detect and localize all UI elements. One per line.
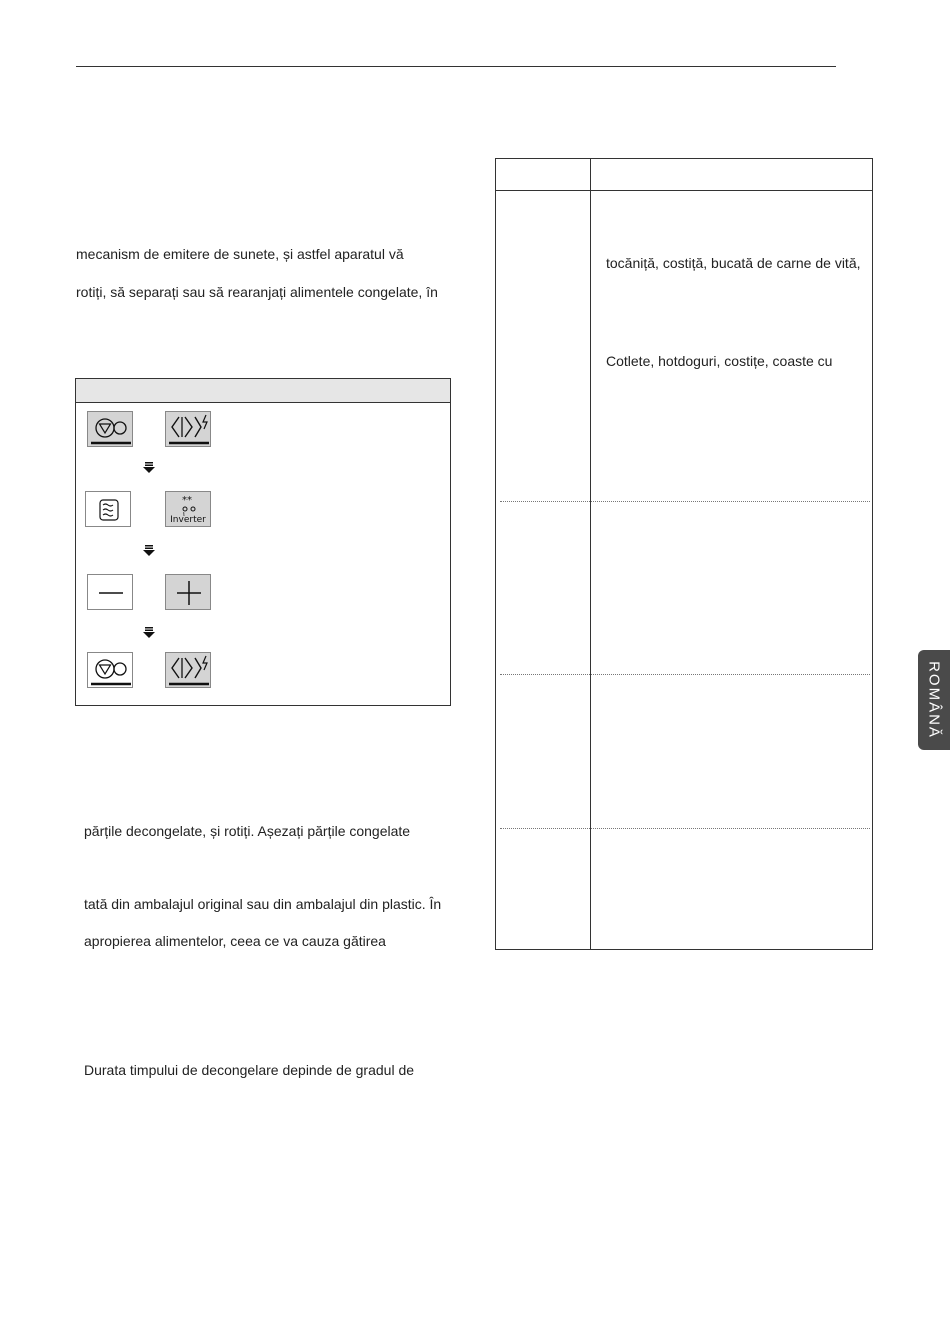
table-row-divider xyxy=(500,828,870,829)
stop-clear-button xyxy=(87,652,133,688)
table-column-divider xyxy=(590,159,591,949)
svg-text:**: ** xyxy=(182,495,192,506)
table-header-rule xyxy=(496,190,872,191)
paragraph-line: tată din ambalajul original sau din ambalajul din plastic. În xyxy=(84,896,442,912)
down-arrow-icon xyxy=(143,545,155,557)
microwave-icon xyxy=(86,492,132,528)
plus-button xyxy=(165,574,211,610)
paragraph-line: Durata timpului de decongelare depinde de gradul de xyxy=(84,1062,415,1078)
start-button xyxy=(165,652,211,688)
microwave-button xyxy=(85,491,131,527)
stop-clear-icon xyxy=(88,412,134,448)
minus-icon xyxy=(88,575,134,611)
language-tab-label: ROMÂNĂ xyxy=(925,661,943,739)
stop-clear-icon xyxy=(88,653,134,689)
down-arrow-icon xyxy=(143,462,155,474)
start-icon xyxy=(166,412,212,448)
paragraph-line: rotiți, să separați sau să rearanjați alimentele congelate, în xyxy=(76,284,438,300)
top-rule xyxy=(76,66,836,67)
inverter-label: Inverter xyxy=(170,515,206,525)
defrost-steps-box xyxy=(75,378,451,706)
table-row-divider xyxy=(500,501,870,502)
inverter-defrost-button xyxy=(165,491,211,527)
paragraph-line: mecanism de emitere de sunete, și astfel aparatul vă xyxy=(76,246,404,262)
paragraph-line: apropierea alimentelor, ceea ce va cauza gătirea xyxy=(84,933,386,949)
language-side-tab xyxy=(918,650,950,750)
table-cell-text: tocăniță, costiță, bucată de carne de vită, xyxy=(606,255,861,271)
paragraph-line: părțile decongelate, și rotiți. Așezați părțile congelate xyxy=(84,823,411,839)
table-cell-text: Cotlete, hotdoguri, costițe, coaste cu xyxy=(606,353,833,369)
minus-button xyxy=(87,574,133,610)
stop-clear-button xyxy=(87,411,133,447)
start-button xyxy=(165,411,211,447)
down-arrow-icon xyxy=(143,627,155,639)
plus-icon xyxy=(166,575,212,611)
table-row-divider xyxy=(500,674,870,675)
defrost-table xyxy=(495,158,873,950)
start-icon xyxy=(166,653,212,689)
steps-header xyxy=(76,379,450,403)
svg-text:ٖ ٖ: ٖ ٖ xyxy=(181,505,187,515)
